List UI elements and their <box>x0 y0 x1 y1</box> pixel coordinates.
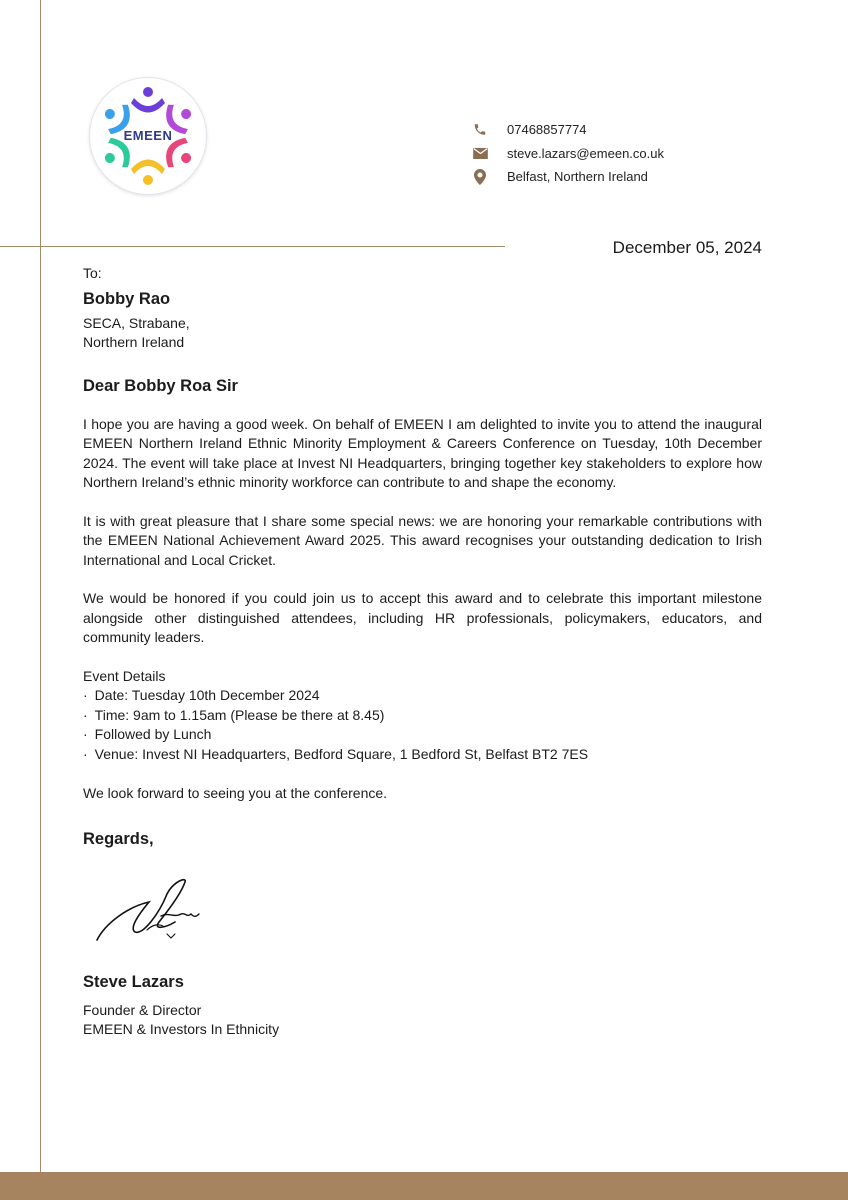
event-details-list <box>83 686 762 764</box>
regards: Regards, <box>83 829 154 848</box>
recipient-name: Bobby Rao <box>83 289 171 308</box>
paragraph-award: It is with great pleasure that I share some special news: we are honoring your remarkable contributions with the EMEEN National Achievement Award 2025. This award recognises your outstanding dedication to Irish International and Local Cricket. <box>83 512 762 568</box>
contact-email <box>470 142 664 166</box>
contact-block <box>470 118 664 189</box>
sender-title-line: EMEEN & Investors In Ethnicity <box>83 1021 280 1037</box>
event-details-heading: Event Details <box>83 667 166 684</box>
event-details <box>83 667 762 765</box>
email-address: steve.lazars@emeen.co.uk <box>507 145 664 161</box>
signature-icon <box>87 872 222 947</box>
sender-name: Steve Lazars <box>83 972 184 991</box>
sender-title <box>83 1001 762 1040</box>
footer-bar <box>0 1172 848 1200</box>
paragraph-invitation: I hope you are having a good week. On behalf of EMEEN I am delighted to invite you to attend the inaugural EMEEN Northern Ireland Ethnic Minority Employment & Careers Conference on Tuesday, 10th December 2024. The event will take place at Invest NI Headquarters, bringing together key stakeholders to explore how Northern Ireland’s ethnic minority workforce can contribute to and shape the economy. <box>83 415 762 490</box>
logo-text: EMEEN <box>123 128 173 143</box>
phone-icon <box>470 122 490 138</box>
phone-number: 07468857774 <box>507 122 587 138</box>
paragraph-attendance: We would be honored if you could join us to accept this award and to celebrate this important milestone alongside other distinguished attendees, including HR professionals, policymakers, educators, and community leaders. <box>83 590 762 645</box>
salutation: Dear Bobby Roa Sir <box>83 376 238 395</box>
contact-location <box>470 165 664 189</box>
contact-phone <box>470 118 664 142</box>
address-line: Northern Ireland <box>83 334 185 350</box>
letter-body <box>83 264 762 1040</box>
vertical-rule <box>40 0 41 1172</box>
letter-date: December 05, 2024 <box>612 238 762 257</box>
location-pin-icon <box>470 169 490 185</box>
email-icon <box>470 145 490 161</box>
event-detail-date: · Date: Tuesday 10th December 2024 <box>83 686 762 706</box>
event-detail-lunch: · Followed by Lunch <box>83 725 762 745</box>
event-detail-venue: · Venue: Invest NI Headquarters, Bedford Square, 1 Bedford St, Belfast BT2 7ES <box>83 745 762 765</box>
event-detail-time: · Time: 9am to 1.15am (Please be there at 8.45) <box>83 706 762 726</box>
sender-title-line: Founder & Director <box>83 1001 202 1018</box>
address-line: SECA, Strabane, <box>83 314 190 331</box>
closing-line: We look forward to seeing you at the conference. <box>83 785 388 801</box>
location-text: Belfast, Northern Ireland <box>507 169 648 185</box>
recipient-address <box>83 314 762 353</box>
emeen-logo <box>90 78 206 194</box>
header-divider <box>0 246 505 247</box>
to-label: To: <box>83 265 102 281</box>
